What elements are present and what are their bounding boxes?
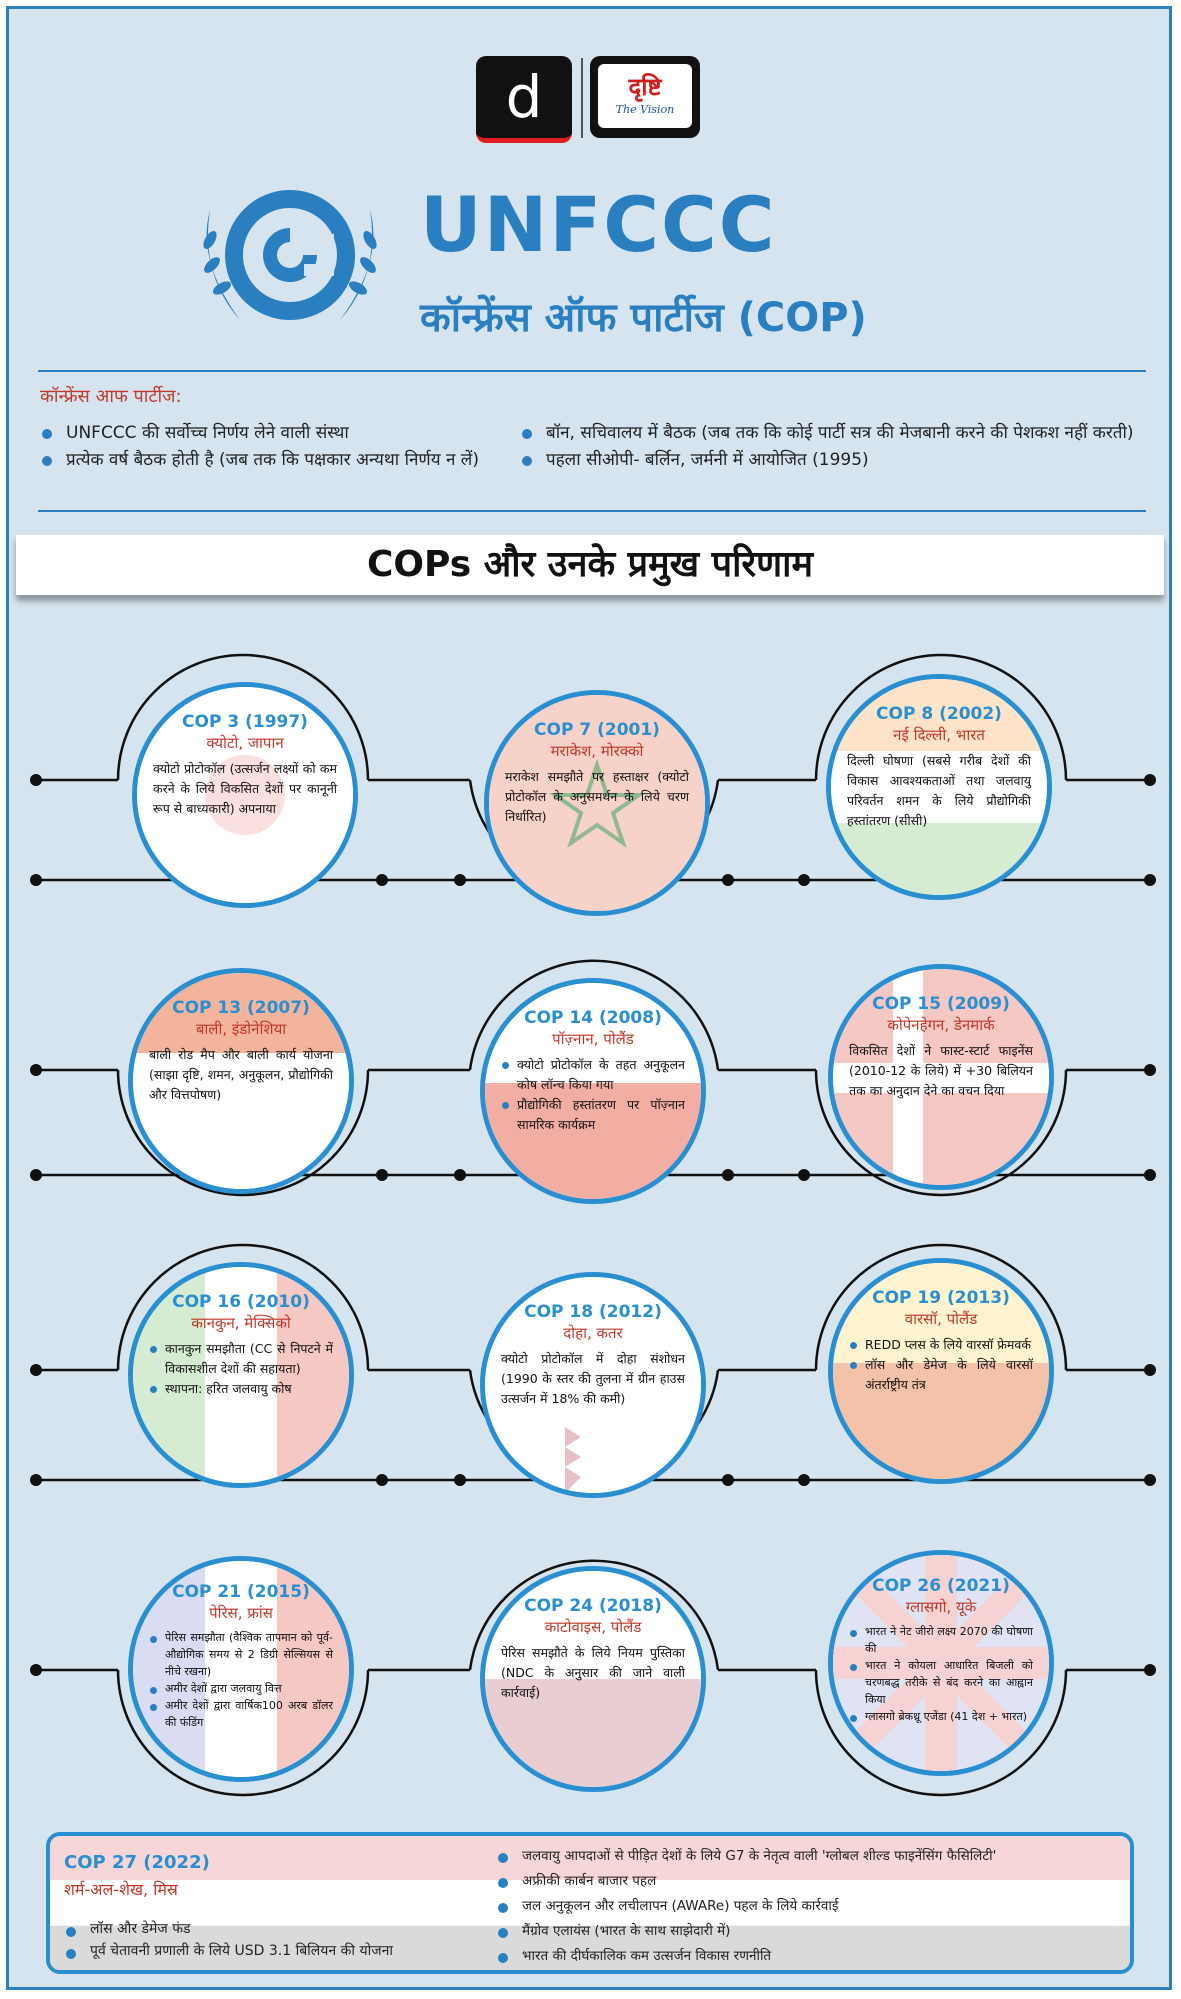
cop-place: कानकुन, मेक्सिको xyxy=(191,1314,291,1332)
cop-item: अमीर देशों द्वारा वार्षिक100 अरब डॉलर की फंडिंग xyxy=(149,1697,333,1731)
cop-text: विकसित देशों ने फास्ट-स्टार्ट फाइनेंस (2010-12 के लिये) में +30 बिलियन तक का अनुदान देने का वचन दिया xyxy=(849,1043,1033,1098)
cop7-card xyxy=(484,690,710,916)
cop-place: बाली, इंडोनेशिया xyxy=(195,1020,287,1038)
cop19-card xyxy=(828,1258,1054,1484)
cop-text: क्योटो प्रोटोकॉल (उत्सर्जन लक्ष्यों को कम करने के लिये विकसित देशों पर कानूनी रूप से बाध्यकारी) अपनाया xyxy=(153,761,337,816)
cop-title: COP 3 (1997) xyxy=(182,712,308,732)
intro-heading: कॉन्फ्रेंस आफ पार्टीज: xyxy=(40,386,182,407)
cop13-card xyxy=(128,968,354,1194)
cop-item: मैंग्रोव एलायंस (भारत के साथ साझेदारी में) xyxy=(496,1919,1126,1944)
cop-place: मराकेश, मोरक्को xyxy=(550,742,644,760)
cop-title: COP 26 (2021) xyxy=(872,1576,1010,1596)
page-subtitle: कॉन्फ्रेंस ऑफ पार्टीज (COP) xyxy=(420,295,867,341)
cop-text: क्योटो प्रोटोकॉल में दोहा संशोधन (1990 के स्तर की तुलना में ग्रीन हाउस उत्सर्जन में 18% की कमी) xyxy=(501,1351,685,1406)
cop-place: ग्लासगो, यूके xyxy=(905,1598,977,1616)
cop-text: दिल्ली घोषणा (सबसे गरीब देशों की विकास आवश्यकताओं तथा जलवायु परिवर्तन शमन के लिये प्रौद्योगिकी हस्तांतरण (सीसी) xyxy=(847,753,1031,828)
cop-text: बाली रोड मैप और बाली कार्य योजना (साझा दृष्टि, शमन, अनुकूलन, प्रौद्योगिकी और वित्तपोषण) xyxy=(149,1047,333,1102)
cop-item: लॉस और डेमेज के लिये वारसॉ अंतर्राष्ट्रीय तंत्र xyxy=(849,1355,1033,1395)
cop-item: अफ्रीकी कार्बन बाजार पहल xyxy=(496,1869,1126,1894)
intro-left-item: प्रत्येक वर्ष बैठक होती है (जब तक कि पक्षकार अन्यथा निर्णय न लें) xyxy=(40,447,480,474)
cop-item: प्रौद्योगिकी हस्तांतरण पर पॉज़्नान सामरिक कार्यक्रम xyxy=(501,1095,685,1135)
logo-english-text: The Vision xyxy=(615,103,675,116)
cop-title: COP 16 (2010) xyxy=(172,1292,310,1312)
cop-place: काटोवाइस, पोलैंड xyxy=(544,1618,642,1636)
cop14-card xyxy=(480,978,706,1204)
cop-title: COP 24 (2018) xyxy=(524,1596,662,1616)
cop-text: पेरिस समझौते के लिये नियम पुस्तिका (NDC के अनुसार की जाने वाली कार्रवाई) xyxy=(501,1645,685,1700)
cop-place: वारसॉ, पोलैंड xyxy=(904,1310,978,1328)
page-title: UNFCCC xyxy=(420,180,777,269)
cop-item: REDD प्लस के लिये वारसॉ फ्रेमवर्क xyxy=(849,1335,1033,1355)
cop-item: क्योटो प्रोटोकॉल के तहत अनुकूलन कोष लॉन्च किया गया xyxy=(501,1055,685,1095)
cop15-card xyxy=(828,964,1054,1190)
cop-item: पेरिस समझौता (वैश्विक तापमान को पूर्व-औद्योगिक समय से 2 डिग्री सेल्सियस से नीचे रखना) xyxy=(149,1629,333,1680)
cop27-card xyxy=(46,1832,1134,1974)
cop-place: क्योटो, जापान xyxy=(206,734,284,752)
cop-place: कोपेनहेगन, डेनमार्क xyxy=(887,1016,995,1034)
cop-title: COP 19 (2013) xyxy=(872,1288,1010,1308)
cop-item: भारत ने कोयला आधारित बिजली को चरणबद्ध तरीके से बंद करने का आह्वान किया xyxy=(849,1657,1033,1708)
cop-title: COP 27 (2022) xyxy=(64,1852,210,1873)
cop27-left-list xyxy=(64,1918,504,1962)
cop24-card xyxy=(480,1566,706,1792)
cop-item: कानकुन समझौता (CC से निपटने में विकासशील देशों की सहायता) xyxy=(149,1339,333,1379)
intro-right-item: पहला सीओपी- बर्लिन, जर्मनी में आयोजित (1995) xyxy=(520,447,1148,474)
cop-text: मराकेश समझौते पर हस्ताक्षर (क्योटो प्रोटोकॉल के अनुसमर्थन के लिये चरण निर्धारित) xyxy=(505,769,689,824)
logo-d-letter: d xyxy=(505,63,543,131)
logo-hindi-text: दृष्टि xyxy=(628,73,662,101)
cop-item: स्थापना: हरित जलवायु कोष xyxy=(149,1379,333,1399)
cop-title: COP 21 (2015) xyxy=(172,1582,310,1602)
cop-place: नई दिल्ली, भारत xyxy=(893,726,985,744)
cop-title: COP 8 (2002) xyxy=(876,704,1002,724)
cop21-card xyxy=(128,1556,354,1782)
cop-item: अमीर देशों द्वारा जलवायु वित्त xyxy=(149,1680,333,1697)
intro-right-item: बॉन, सचिवालय में बैठक (जब तक कि कोई पार्टी सत्र की मेजबानी करने की पेशकश नहीं करती) xyxy=(520,420,1148,447)
cop-place: पॉज़्नान, पोलैंड xyxy=(552,1030,634,1048)
cop-item: भारत ने नेट जीरो लक्ष्य 2070 की घोषणा की xyxy=(849,1623,1033,1657)
cop18-card xyxy=(480,1272,706,1498)
cop-item: जल अनुकूलन और लचीलापन (AWARe) पहल के लिये कार्रवाई xyxy=(496,1894,1126,1919)
cop-title: COP 7 (2001) xyxy=(534,720,660,740)
cop27-right-list xyxy=(496,1844,1126,1969)
cop-place: शर्म-अल-शेख, मिस्र xyxy=(64,1880,178,1899)
section-banner: COPs और उनके प्रमुख परिणाम xyxy=(16,535,1164,595)
intro-left-item: UNFCCC की सर्वोच्च निर्णय लेने वाली संस्था xyxy=(40,420,480,447)
cop-title: COP 18 (2012) xyxy=(524,1302,662,1322)
cop-place: पेरिस, फ्रांस xyxy=(209,1604,273,1622)
cop3-card xyxy=(132,682,358,908)
cop16-card xyxy=(128,1262,354,1488)
cop-item: जलवायु आपदाओं से पीड़ित देशों के लिये G7 के नेतृत्व वाली 'ग्लोबल शील्ड फाइनेंसिंग फैसिलिटी' xyxy=(496,1844,1126,1869)
cop-item: ग्लासगो ब्रेकथ्रू एजेंडा (41 देश + भारत) xyxy=(849,1708,1033,1725)
cop-title: COP 14 (2008) xyxy=(524,1008,662,1028)
cop-place: दोहा, कतर xyxy=(563,1324,623,1342)
cop8-card xyxy=(826,674,1052,900)
cop-item: भारत की दीर्घकालिक कम उत्सर्जन विकास रणनीति xyxy=(496,1944,1126,1969)
cop-title: COP 15 (2009) xyxy=(872,994,1010,1014)
cop-item: पूर्व चेतावनी प्रणाली के लिये USD 3.1 बिलियन की योजना xyxy=(64,1940,504,1962)
cop26-card xyxy=(828,1550,1054,1776)
cop-item: लॉस और डेमेज फंड xyxy=(64,1918,504,1940)
cop-title: COP 13 (2007) xyxy=(172,998,310,1018)
